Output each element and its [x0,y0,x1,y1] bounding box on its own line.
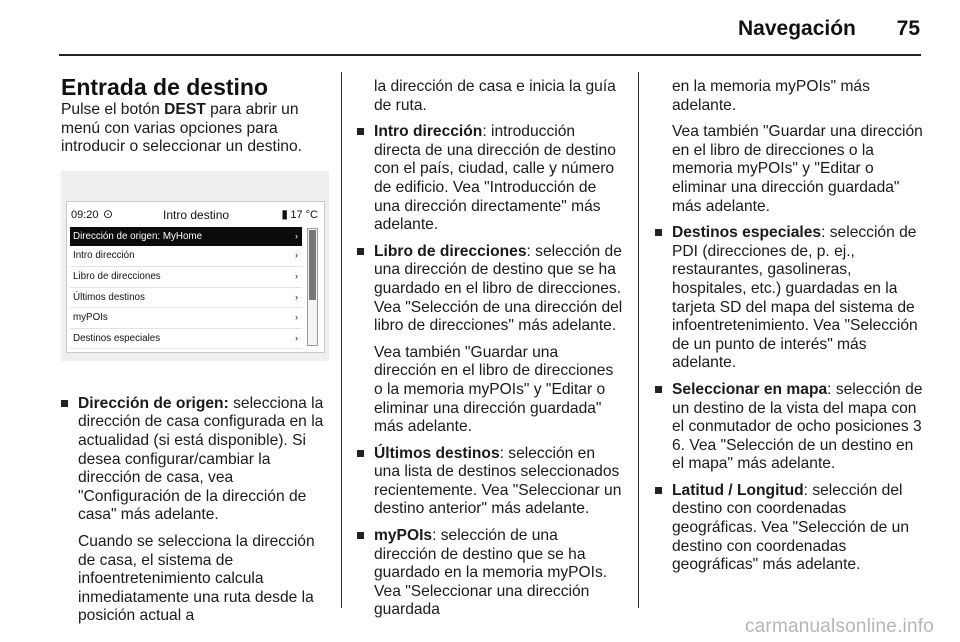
dest-button-label: DEST [164,101,206,118]
screen-time: 09:20 [71,208,99,221]
phone-icon: ▮ [281,206,288,221]
bullet-icon [357,128,364,135]
continued-text: la dirección de casa e inicia la guía de ruta. [374,78,616,114]
bullet-icon [655,487,662,494]
header-rule [59,54,921,56]
menu-item-address-book: Libro de direcciones › [70,267,302,288]
address-book-note: Vea también "Guardar una dirección en el libro de direcciones o la memoria myPOIs" y "Editar o eliminar una dirección guardada" más adelante. [374,343,614,436]
bullet-intro-address: Intro dirección: introducción directa de una dirección de destino con el país, ciudad, calle y número de edificio. Vea "Introducción de una dirección directamente" más adelante. [357,123,623,235]
screen-temperature: 17 °C [290,208,318,221]
screen-topbar [67,202,324,223]
page-number: 75 [896,17,920,40]
column-divider-1 [341,72,342,608]
display-screen [66,201,325,353]
column-3 [655,78,925,575]
bullet-select-on-map: Seleccionar en mapa: selección de un destino de la vista del mapa con el conmutador de ocho posiciones 3 6. Vea "Selección de un destino en el mapa" más adelante. [655,381,925,474]
chevron-right-icon: › [295,291,298,302]
bullet-icon [655,386,662,393]
screen-title: Intro destino [163,207,230,222]
watermark-url: carmanualsonline.info [744,616,934,637]
bullet-home-address: Dirección de origen: selecciona la dirección de casa configurada en la actualidad (si está disponible). Si desea configurar/cambiar la dirección de casa, vea "Configuración de la dirección de casa" más adelante. [61,395,329,525]
bullet-icon [357,532,364,539]
mypois-note: Vea también "Guardar una dirección en el libro de direcciones o la memoria myPOIs" y "Editar o eliminar una dirección guardada" más adelante. [672,123,923,215]
bullet-icon [61,400,68,407]
menu-item-special-destinations: Destinos especiales › [70,329,302,350]
bullet-icon [357,248,364,255]
bullet-icon [655,229,662,236]
header-title: Navegación [738,17,856,40]
column-divider-2 [638,72,639,608]
column-1 [61,74,329,626]
menu-item-mypois: myPOIs › [70,308,302,329]
screen-menu [70,227,302,350]
bullet-address-book: Libro de direcciones: selección de una dirección de destino que se ha guardado en el libro de direcciones. Vea "Selección de una dirección del libro de direcciones" más adelante. [357,243,623,336]
continued-text: en la memoria myPOIs" más adelante. [672,78,870,114]
screen-scrollbar [307,228,318,346]
chevron-right-icon: › [295,230,298,241]
section-heading: Entrada de destino [61,74,269,100]
bullet-lat-long: Latitud / Longitud: selección del destino con coordenadas geográficas. Vea "Selección de un destino con coordenadas geográficas" más adelante. [655,482,925,575]
page-reference-icon: 3 [913,418,922,436]
chevron-right-icon: › [295,332,298,343]
bullet-last-destinations: Últimos destinos: selección en una lista de destinos seleccionados recientemente. Vea "Seleccionar un destino anterior" más adelante. [357,445,623,519]
chevron-right-icon: › [295,270,298,281]
chevron-right-icon: › [295,312,298,323]
menu-item-last-destinations: Últimos destinos › [70,288,302,309]
bullet-special-destinations: Destinos especiales: selección de PDI (direcciones de, p. ej., restaurantes, gasolineras, hospitales, etc.) guardadas en la tarjeta SD del mapa del sistema de infoentretenimiento. Vea "Selección de un punto de interés" más adelante. [655,224,925,373]
bullet-mypois: myPOIs: selección de una dirección de destino que se ha guardado en la memoria myPOIs. Vea "Seleccionar una dirección guardada [357,527,623,620]
menu-item-address: Intro dirección › [70,246,302,267]
bullet-icon [357,450,364,457]
clock-icon: ⊙ [103,206,114,221]
home-address-note: Cuando se selecciona la dirección de casa, el sistema de infoentretenimiento calcula inmediatamente una ruta desde la posición actual a [78,532,315,625]
intro-paragraph: Pulse el botón DEST para abrir un menú con varias opciones para introducir o seleccionar un destino. [61,101,302,156]
column-2 [357,78,623,620]
menu-item-home: Dirección de origen: MyHome › [70,227,302,247]
screen-illustration [61,171,329,361]
scrollbar-thumb [309,230,316,300]
chevron-right-icon: › [295,250,298,261]
